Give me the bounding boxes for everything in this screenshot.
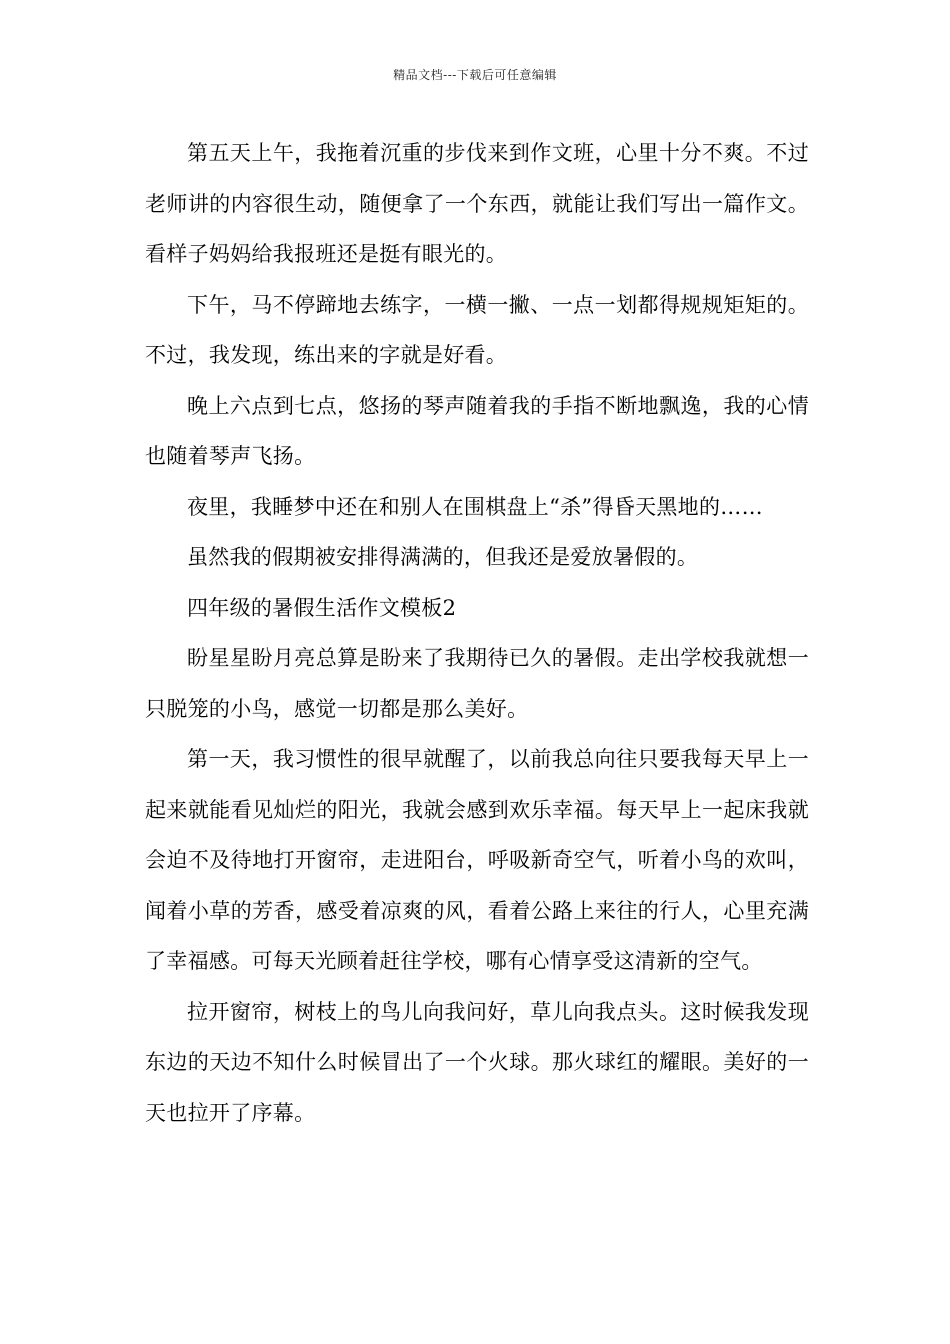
paragraph: 虽然我的假期被安排得满满的，但我还是爱放暑假的。 <box>187 545 699 569</box>
paragraph: 下午，马不停蹄地去练字，一横一撇、一点一划都得规规矩矩的。不过，我发现，练出来的字就是好看。 <box>145 292 809 367</box>
paragraph: 第五天上午，我拖着沉重的步伐来到作文班，心里十分不爽。不过老师讲的内容很生动，随便拿了一个东西，就能让我们写出一篇作文。看样子妈妈给我报班还是挺有眼光的。 <box>145 141 809 266</box>
paragraph: 晚上六点到七点，悠扬的琴声随着我的手指不断地飘逸，我的心情也随着琴声飞扬。 <box>145 393 809 468</box>
paragraph: 夜里，我睡梦中还在和别人在围棋盘上“杀”得昏天黑地的…… <box>187 494 763 519</box>
page-header: 精品文档---下载后可任意编辑 <box>393 68 557 82</box>
section-title: 四年级的暑假生活作文模板2 <box>187 595 457 620</box>
paragraph: 拉开窗帘，树枝上的鸟儿向我问好，草儿向我点头。这时候我发现东边的天边不知什么时候冒出了一个火球。那火球红的耀眼。美好的一天也拉开了序幕。 <box>145 999 809 1125</box>
document-body <box>145 128 809 1138</box>
paragraph: 第一天，我习惯性的很早就醒了，以前我总向往只要我每天早上一起来就能看见灿烂的阳光，我就会感到欢乐幸福。每天早上一起床我就会迫不及待地打开窗帘，走进阳台，呼吸新奇空气，听着小鸟的欢叫，闻着小草的芳香，感受着凉爽的风，看着公路上来往的行人，心里充满了幸福感。可每天光顾着赶往学校，哪有心情享受这清新的空气。 <box>145 747 809 973</box>
paragraph: 盼星星盼月亮总算是盼来了我期待已久的暑假。走出学校我就想一只脱笼的小鸟，感觉一切都是那么美好。 <box>145 646 809 721</box>
